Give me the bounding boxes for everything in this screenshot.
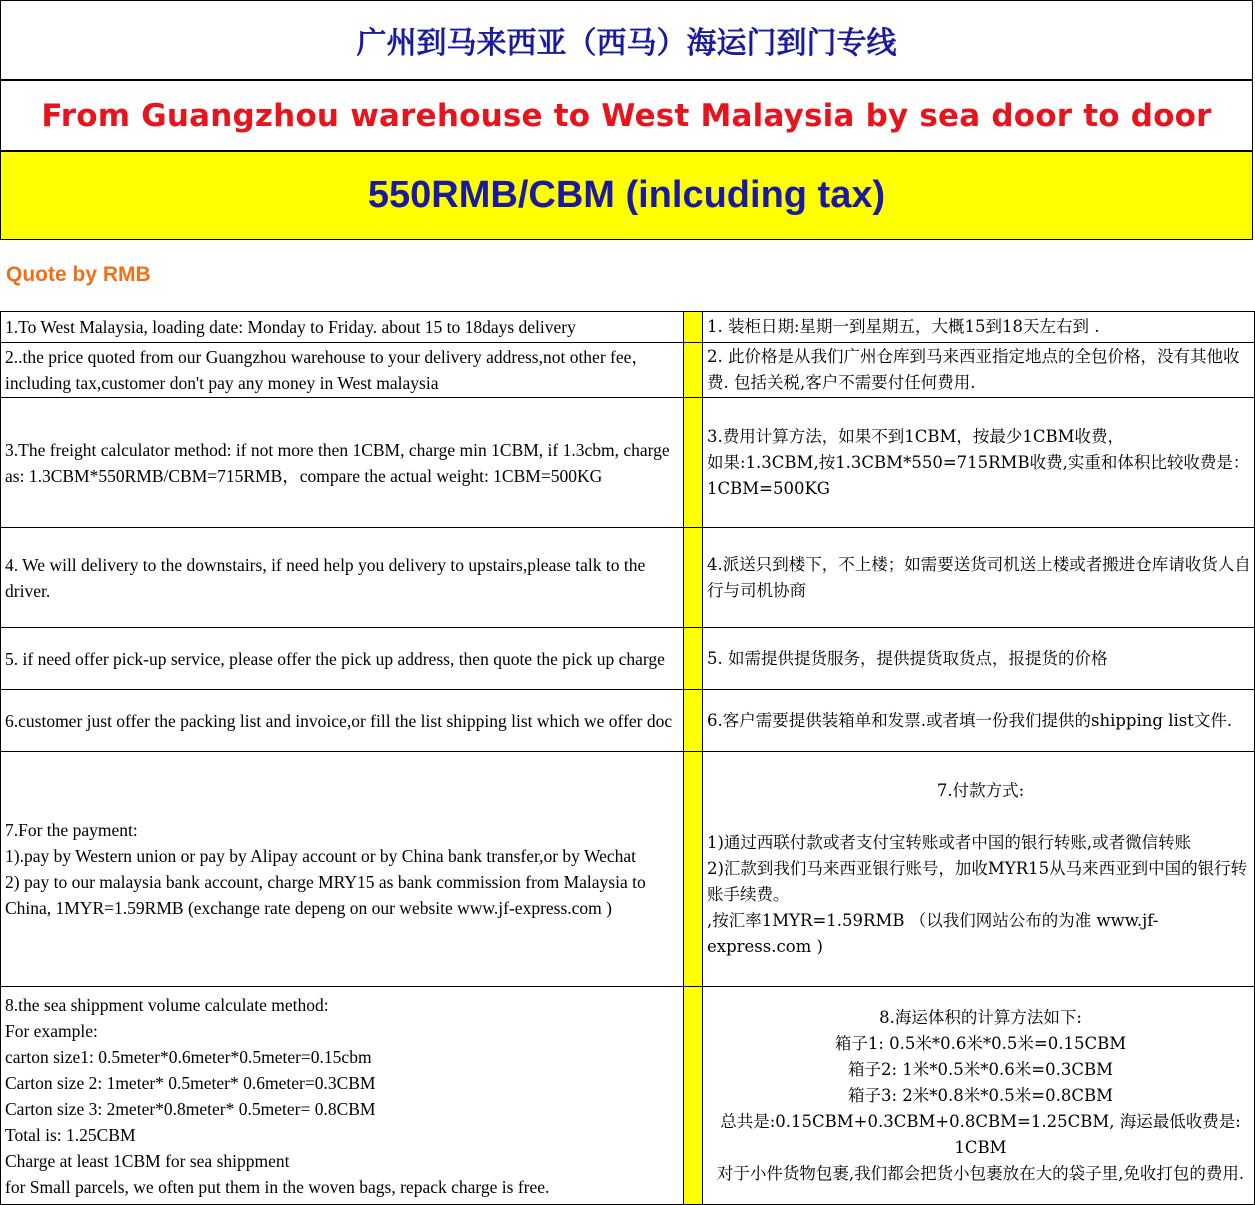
table-row [1,312,1255,343]
yellow-separator [684,398,703,528]
price-band [0,150,1253,240]
table-row [1,690,1255,752]
term-en-8: 8.the sea shippment volume calculate method: For example: carton size1: 0.5meter*0.6meter*0.5meter=0.15cbm Carton size 2: 1meter* 0.5meter* 0.6meter=0.3CBM Carton size 3: 2meter*0.8meter* 0.5meter= 0.8CBM Total is: 1.25CBM Charge at least 1CBM for sea shippment for Small parcels, we often put them in the woven bags, repack charge is free. [1,987,684,1205]
yellow-separator [684,987,703,1205]
term-zh-6: 6.客户需要提供装箱单和发票.或者填一份我们提供的shipping list文件. [703,690,1255,752]
term-zh-7: 1)通过西联付款或者支付宝转账或者中国的银行转账,或者微信转账 2)汇款到我们马来西亚银行账号，加收MYR15从马来西亚到中国的银行转账手续费。 ,按汇率1MYR=1.59RMB （以我们网站公布的为准 www.jf-express.com ) [707,833,1248,956]
price-text: 550RMB/CBM (inlcuding tax) [367,174,886,216]
term-zh-3: 3.费用计算方法，如果不到1CBM，按最少1CBM收费， 如果:1.3CBM,按1.3CBM*550=715RMB收费,实重和体积比较收费是：1CBM=500KG [703,398,1255,528]
yellow-separator [684,343,703,398]
term-zh-5: 5. 如需提供提货服务，提供提货取货点，报提货的价格 [703,628,1255,690]
table-row [1,398,1255,528]
term-en-7: 7.For the payment: 1).pay by Western union or pay by Alipay account or by China bank transfer,or by Wechat 2) pay to our malaysia bank account, charge MRY15 as bank commission from Malaysia to China, 1MYR=1.59RMB (exchange rate depeng on our website www.jf-express.com ) [1,752,684,987]
yellow-separator [684,312,703,343]
term-en-5: 5. if need offer pick-up service, please offer the pick up address, then quote the pick up charge [1,628,684,690]
term-zh-2b: 2. 此价格是从我们广州仓库到马来西亚指定地点的全包价格，没有其他收费. 包括关税,客户不需要付任何费用. [703,343,1255,398]
term-zh-8: 8.海运体积的计算方法如下: 箱子1: 0.5米*0.6米*0.5米=0.15CBM 箱子2: 1米*0.5米*0.6米=0.3CBM 箱子3: 2米*0.8米*0.5米=0.8CBM 总共是:0.15CBM+0.3CBM+0.8CBM=1.25CBM, 海运最低收费是: 1CBM 对于小件货物包裹,我们都会把货小包裹放在大的袋子里,免收打包的费用. [703,987,1255,1205]
title-english-band [0,80,1253,150]
table-row [1,343,1255,398]
table-row [1,528,1255,628]
quote-label: Quote by RMB [6,263,151,286]
term-en-3: 3.The freight calculator method: if not more then 1CBM, charge min 1CBM, if 1.3cbm, charge as: 1.3CBM*550RMB/CBM=715RMB，compare the actual weight: 1CBM=500KG [1,398,684,528]
table-row [1,628,1255,690]
term-en-4: 4. We will delivery to the downstairs, if need help you delivery to upstairs,please talk to the driver. [1,528,684,628]
title-chinese-band [0,0,1253,80]
term-zh-7-cell [703,752,1255,987]
term-en-2: 2..the price quoted from our Guangzhou warehouse to your delivery address,not other fee，including tax,customer don't pay any money in West malaysia [1,343,684,398]
term-en-6: 6.customer just offer the packing list and invoice,or fill the list shipping list which we offer doc [1,690,684,752]
term-zh-7-title: 7.付款方式: [936,781,1025,800]
term-zh-4: 4.派送只到楼下，不上楼；如需要送货司机送上楼或者搬进仓库请收货人自行与司机协商 [703,528,1255,628]
terms-table [0,311,1255,1205]
yellow-separator [684,628,703,690]
title-english: From Guangzhou warehouse to West Malaysia by sea door to door [41,97,1212,134]
table-row [1,752,1255,987]
yellow-separator [684,690,703,752]
yellow-separator [684,528,703,628]
yellow-separator [684,752,703,987]
table-row [1,987,1255,1205]
title-chinese: 广州到马来西亚（西马）海运门到门专线 [356,26,897,61]
term-zh-1: 1. 装柜日期:星期一到星期五，大概15到18天左右到 . [703,312,1255,343]
term-en-1: 1.To West Malaysia, loading date: Monday to Friday. about 15 to 18days delivery [1,312,684,343]
